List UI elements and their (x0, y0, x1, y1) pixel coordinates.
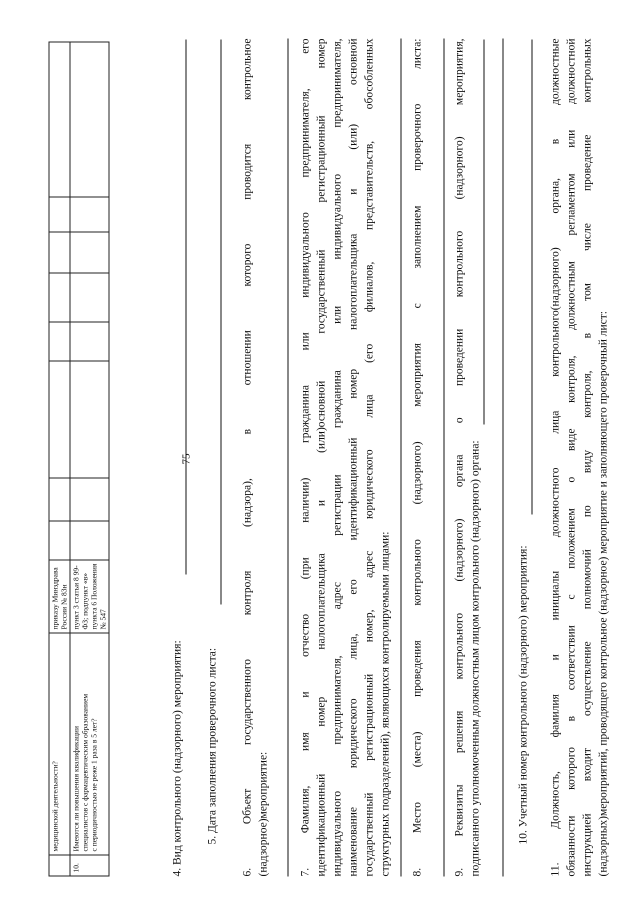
item-7-line: идентификационный номер налогоплательщика и (или)основной государственный регистрационный номер (315, 38, 328, 877)
fill-line (484, 40, 485, 425)
table-cell-question: медицинской деятельности? (49, 633, 70, 855)
item-7-line: наименование юридического лица, его идентификационный номер налогоплательщика и (или) основной (347, 38, 360, 877)
fill-line (532, 40, 533, 515)
table-cell-empty (70, 478, 109, 521)
table-cell-empty (70, 197, 109, 232)
fill-line (401, 39, 402, 877)
table-cell-empty (49, 197, 70, 232)
item-11-line: 11. Должность, фамилия и инициалы должностного лица контрольного(надзорного) органа, в должностные (549, 38, 562, 877)
table-cell-empty (70, 322, 109, 361)
item-4-label: 4. Вид контрольного (надзорного) мероприятия: (171, 640, 184, 877)
item-9-line: 9. Реквизиты решения контрольного (надзорного) органа о проведении контрольного (надзорного) мероприятия, (453, 38, 466, 877)
rotated-page-content (1, 0, 640, 905)
table-cell-empty (49, 322, 70, 361)
table-row (49, 42, 70, 876)
table-cell-reference: приказу Минздрава России № 83н (49, 560, 70, 633)
table-row (70, 42, 109, 876)
table-cell-empty (70, 273, 109, 322)
table-cell-reference: пункт 3 статьи 8 99-ФЗ; подпункт «в» пункта 6 Положения № 547 (70, 560, 109, 633)
table-cell-empty (70, 42, 109, 197)
fill-line (221, 40, 222, 605)
question-line: специалистов с фармацевтическим образованием (80, 693, 90, 852)
table-cell-empty (70, 521, 109, 560)
question-line: Имеются ли повышения квалификации (71, 726, 81, 852)
question-line: с периодичностью не реже 1 раза в 5 лет? (89, 718, 99, 852)
item-6-line: (надзорное)мероприятие: (257, 751, 270, 877)
table-cell-empty (49, 273, 70, 322)
fill-line (444, 39, 445, 877)
item-7-line: 7. Фамилия, имя и отчество (при наличии) гражданина или индивидуального предпринимателя, его (299, 38, 312, 877)
table-cell-empty (49, 232, 70, 273)
checklist-table (49, 42, 110, 877)
table-cell-empty (49, 521, 70, 560)
item-11-line: инструкцией входит осуществление полномочий по виду контроля, в том числе проведение контрольных (581, 38, 594, 877)
table-cell-empty (70, 361, 109, 478)
item-10-label: 10. Учетный номер контрольного (надзорного) мероприятия: (517, 545, 530, 845)
table-cell-empty (49, 42, 70, 197)
table-cell-empty (70, 232, 109, 273)
table-cell-empty (49, 361, 70, 478)
fill-line (186, 40, 187, 575)
item-6-line: 6. Объект государственного контроля (надзора), в отношении которого проводится контрольное (241, 38, 254, 877)
table-cell-number: 10. (70, 855, 109, 876)
item-8-label: 8. Место (места) проведения контрольного (надзорного) мероприятия с заполнением проверочного листа: (411, 38, 424, 877)
item-7-line: структурных подразделений), являющихся контролируемыми лицами: (379, 531, 392, 877)
item-9-line: подписанного уполномоченным должностным лицом контрольного (надзорного) органа: (469, 440, 482, 877)
table-cell-empty (49, 478, 70, 521)
item-7-line: государственный регистрационный номер, адрес юридического лица (его филиалов, представительств, обособленных (363, 38, 376, 877)
table-cell-question (70, 633, 109, 855)
item-11-line: обязанности которого в соответствии с положением о виде контроля, должностным регламентом или должностной (565, 38, 578, 877)
fill-line (288, 39, 289, 877)
page-number: 75 (180, 453, 193, 465)
table-cell-number (49, 855, 70, 876)
fill-line (503, 39, 504, 877)
item-5-label: 5. Дата заполнения проверочного листа: (206, 647, 219, 845)
item-11-line: (надзорных)мероприятий, проводящего контрольное (надзорное) мероприятие и заполняющего проверочный лист: (597, 311, 610, 877)
item-7-line: индивидуального предпринимателя, адрес регистрации гражданина или индивидуального предпринимателя, (331, 38, 344, 877)
